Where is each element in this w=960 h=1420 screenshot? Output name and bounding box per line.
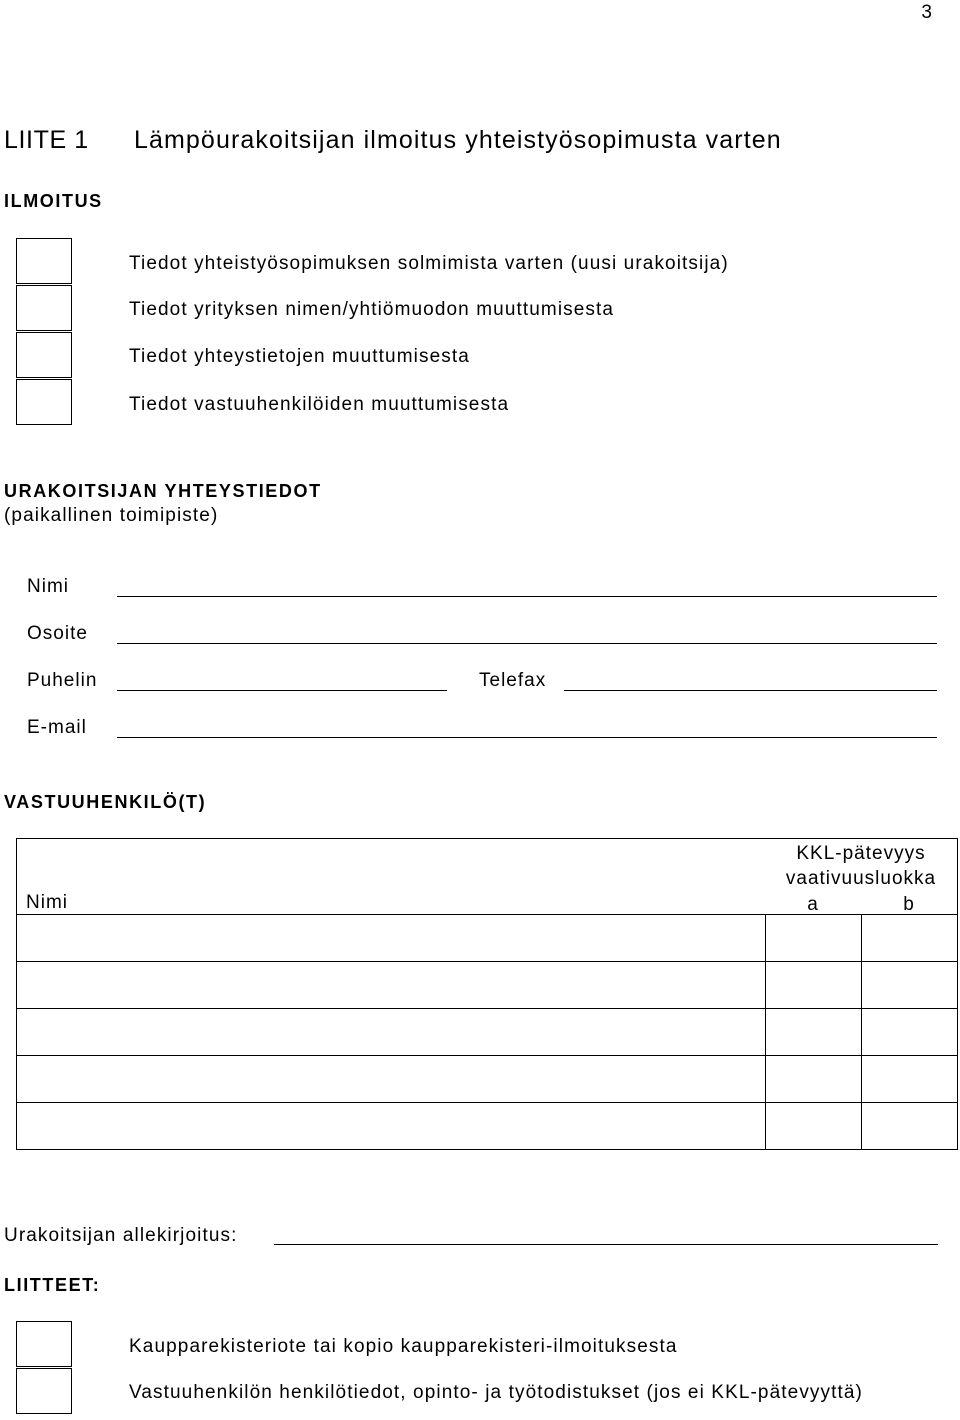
contact-heading: URAKOITSIJAN YHTEYSTIEDOT [4, 481, 322, 501]
notice-option-label: Tiedot vastuuhenkilöiden muuttumisesta [129, 394, 510, 415]
column-divider-a-b [861, 914, 862, 1149]
email-field[interactable] [117, 737, 937, 738]
responsible-heading: VASTUUHENKILÖ(T) [4, 792, 207, 812]
row-divider [17, 1008, 957, 1009]
checkbox-new-contractor[interactable] [16, 238, 72, 284]
column-header-class: vaativuusluokka [785, 868, 937, 889]
fax-field[interactable] [564, 690, 937, 691]
checkbox-responsible-persons-change[interactable] [16, 379, 72, 425]
phone-label: Puhelin [27, 670, 98, 691]
row-divider [17, 1102, 957, 1103]
attachments-heading: LIITTEET: [4, 1275, 101, 1295]
notice-option-label: Tiedot yhteystietojen muuttumisesta [129, 346, 470, 367]
checkbox-company-name-change[interactable] [16, 285, 72, 331]
checkbox-contact-info-change[interactable] [16, 332, 72, 378]
signature-field[interactable] [274, 1244, 938, 1245]
signature-label: Urakoitsijan allekirjoitus: [4, 1225, 238, 1246]
attachment-label: Kaupparekisteriote tai kopio kaupparekisteri-ilmoituksesta [129, 1336, 678, 1357]
address-field[interactable] [117, 643, 937, 644]
attachment-label: Vastuuhenkilön henkilötiedot, opinto- ja työtodistukset (jos ei KKL-pätevyyttä) [129, 1382, 863, 1403]
contact-subheading: (paikallinen toimipiste) [4, 505, 219, 526]
column-header-b: b [903, 894, 915, 915]
email-label: E-mail [27, 717, 87, 738]
notice-heading: ILMOITUS [4, 191, 103, 211]
column-header-qualification: KKL-pätevyys [796, 843, 926, 864]
notice-option-label: Tiedot yhteistyösopimuksen solmimista varten (uusi urakoitsija) [129, 253, 729, 274]
checkbox-personal-records[interactable] [16, 1368, 72, 1414]
responsible-persons-table [16, 838, 958, 1150]
name-field[interactable] [117, 596, 937, 597]
column-header-name: Nimi [26, 892, 68, 913]
appendix-label: LIITE 1 [4, 126, 89, 154]
notice-option-label: Tiedot yrityksen nimen/yhtiömuodon muuttumisesta [129, 299, 615, 320]
page-number: 3 [921, 2, 932, 23]
column-divider-name-a [765, 914, 766, 1149]
fax-label: Telefax [479, 670, 547, 691]
name-label: Nimi [27, 576, 69, 597]
column-header-a: a [807, 894, 819, 915]
page-title: Lämpöurakoitsijan ilmoitus yhteistyösopimusta varten [134, 126, 782, 154]
row-divider [17, 961, 957, 962]
checkbox-trade-register[interactable] [16, 1321, 72, 1367]
phone-field[interactable] [117, 690, 447, 691]
row-divider [17, 1055, 957, 1056]
header-row-divider [17, 914, 957, 915]
address-label: Osoite [27, 623, 88, 644]
